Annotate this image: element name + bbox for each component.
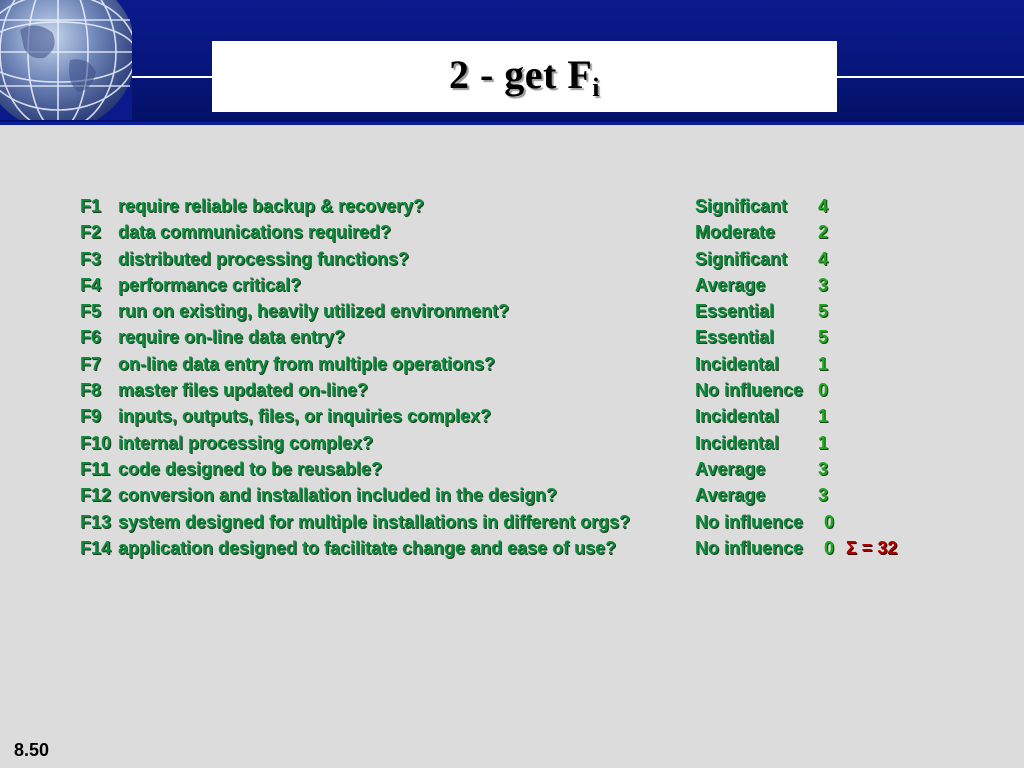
factor-id: F1 [80, 196, 102, 216]
influence-level: Incidental [695, 406, 780, 427]
globe-icon [0, 0, 132, 120]
table-row [80, 351, 940, 377]
factor-question: master files updated on-line? [118, 380, 369, 401]
influence-score: 1 [818, 353, 829, 374]
factor-id: F5 [80, 301, 102, 322]
influence-level: Essential [695, 301, 775, 322]
factor-id: F13 [80, 511, 112, 532]
title-box [212, 41, 837, 112]
table-row [80, 535, 940, 561]
influence-score: 4 [818, 196, 829, 216]
table-row [80, 456, 940, 482]
table-row [80, 509, 940, 535]
influence-level: Incidental [695, 353, 780, 374]
factor-id: F9 [80, 406, 102, 427]
table-row [80, 193, 940, 219]
influence-score: 2 [818, 222, 829, 243]
influence-score: 1 [818, 432, 829, 453]
table-row [80, 403, 940, 429]
table-row [80, 377, 940, 403]
factor-question: data communications required? [118, 222, 392, 243]
factor-question: distributed processing functions? [118, 248, 410, 269]
table-row [80, 272, 940, 298]
factor-id: F7 [80, 353, 102, 374]
table-row [80, 219, 940, 245]
title-subscript: i [592, 72, 601, 102]
table-row [80, 246, 940, 272]
influence-level: Significant [695, 196, 788, 216]
influence-score: 3 [818, 485, 829, 506]
factor-id: F6 [80, 327, 102, 348]
influence-level: Moderate [695, 222, 776, 243]
influence-score: 0 [824, 511, 835, 532]
factor-question: require on-line data entry? [118, 327, 346, 348]
influence-score: 4 [818, 248, 829, 269]
factor-question: performance critical? [118, 274, 302, 295]
factor-id: F10 [80, 432, 112, 453]
factor-question: require reliable backup & recovery? [118, 196, 425, 216]
influence-score: 5 [818, 327, 829, 348]
influence-level: Average [695, 485, 766, 506]
influence-score: 5 [818, 301, 829, 322]
table-row [80, 324, 940, 350]
influence-level: No influence [695, 537, 804, 558]
influence-score: 0 [818, 380, 829, 401]
factor-table [80, 193, 940, 561]
influence-level: Essential [695, 327, 775, 348]
table-row [80, 298, 940, 324]
factor-question: on-line data entry from multiple operations? [118, 353, 496, 374]
table-row [80, 482, 940, 508]
factor-id: F8 [80, 380, 102, 401]
factor-question: code designed to be reusable? [118, 458, 383, 479]
influence-level: Incidental [695, 432, 780, 453]
influence-score: 0 [824, 537, 835, 558]
factor-id: F12 [80, 485, 112, 506]
sum-total: Σ = 32 [846, 537, 898, 558]
factor-question: application designed to facilitate change and ease of use? [118, 537, 617, 558]
factor-question: conversion and installation included in the design? [118, 485, 558, 506]
influence-score: 3 [818, 458, 829, 479]
influence-level: Significant [695, 248, 788, 269]
factor-id: F11 [80, 458, 111, 479]
factor-id: F3 [80, 248, 102, 269]
factor-question: internal processing complex? [118, 432, 374, 453]
influence-score: 1 [818, 406, 829, 427]
slide-number: 8.50 [14, 740, 50, 760]
table-row [80, 430, 940, 456]
influence-score: 3 [818, 274, 829, 295]
factor-id: F14 [80, 537, 112, 558]
influence-level: Average [695, 274, 766, 295]
page-title: 2 - get $F_i$ [448, 51, 601, 102]
factor-question: inputs, outputs, files, or inquiries complex? [118, 406, 492, 427]
factor-question: run on existing, heavily utilized environment? [118, 301, 510, 322]
influence-level: Average [695, 458, 766, 479]
factor-id: F2 [80, 222, 102, 243]
influence-level: No influence [695, 380, 804, 401]
factor-question: system designed for multiple installations in different orgs? [118, 511, 631, 532]
influence-level: No influence [695, 511, 804, 532]
header-bottom-border [0, 122, 1024, 125]
factor-id: F4 [80, 274, 102, 295]
